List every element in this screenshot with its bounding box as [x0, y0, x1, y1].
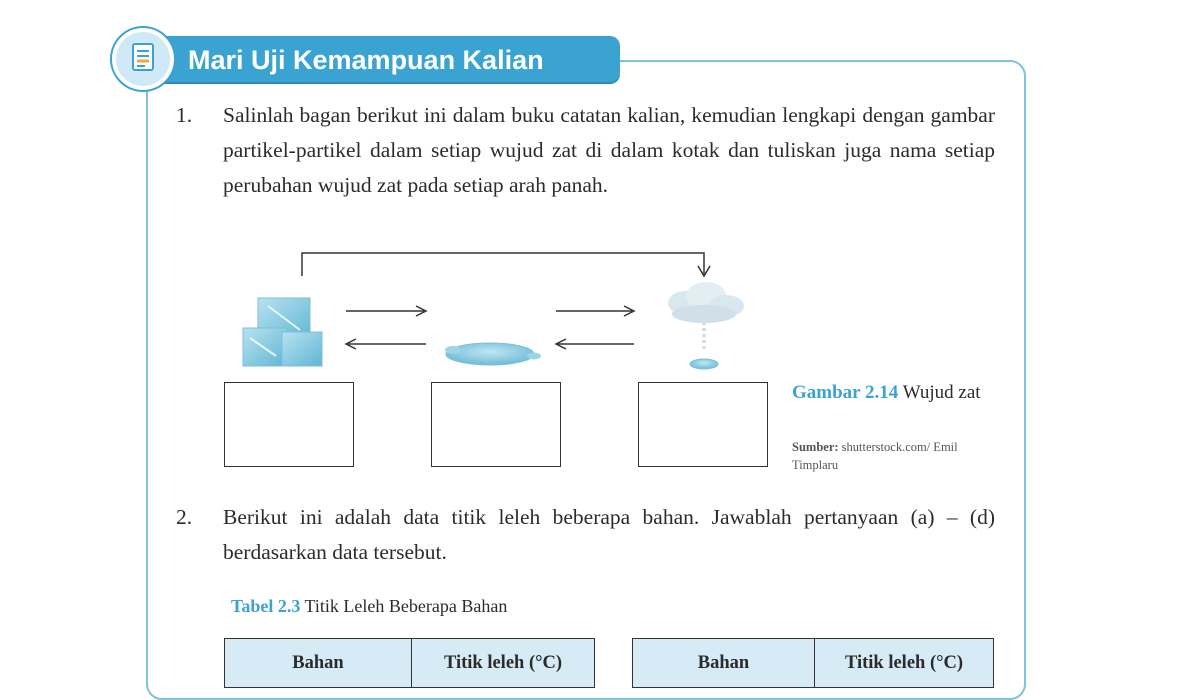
- table-header-material: Bahan: [292, 652, 344, 673]
- table-header-melting-point: Titik leleh (°C): [411, 639, 594, 687]
- table-title: Titik Leleh Beberapa Bahan: [304, 596, 508, 616]
- table-caption: [231, 596, 507, 617]
- cloud-vapor-icon: [668, 282, 744, 369]
- figure-title: Wujud zat: [902, 382, 981, 403]
- table-label: Tabel 2.3: [231, 596, 301, 616]
- answer-box-liquid: [431, 382, 561, 467]
- figure-label: Gambar 2.14: [792, 382, 899, 403]
- table-header-melting-point: Titik leleh (°C): [814, 639, 993, 687]
- figure-caption: [792, 378, 992, 407]
- melting-arrow: [346, 306, 426, 316]
- water-puddle-icon: [445, 343, 541, 365]
- section-title: Mari Uji Kemampuan Kalian: [188, 45, 544, 75]
- freezing-arrow: [346, 339, 426, 349]
- melting-point-table-left: [224, 638, 595, 688]
- question-text: Berikut ini adalah data titik leleh beberapa bahan. Jawablah pertanyaan (a) – (d) berdasarkan data tersebut.: [223, 505, 995, 564]
- ice-cubes-icon: [243, 298, 322, 366]
- table-header-material: Bahan: [697, 652, 750, 673]
- figure-source: [792, 438, 992, 474]
- condensation-arrow: [556, 339, 634, 349]
- question-text: Salinlah bagan berikut ini dalam buku catatan kalian, kemudian lengkapi dengan gambar partikel-partikel dalam setiap wujud zat di dalam kotak dan tuliskan juga nama setiap perubahan wujud zat pada setiap arah panah.: [223, 103, 995, 197]
- melting-point-table-right: [632, 638, 994, 688]
- evaporation-arrow: [556, 306, 634, 316]
- question-number: 2.: [176, 505, 193, 529]
- answer-box-solid: [224, 382, 354, 467]
- source-text: shutterstock.com/ Emil Timplaru: [792, 440, 958, 472]
- question-number: 1.: [176, 103, 193, 127]
- source-label: Sumber:: [792, 440, 839, 454]
- answer-box-gas: [638, 382, 768, 467]
- sublimation-arrow: [302, 253, 710, 276]
